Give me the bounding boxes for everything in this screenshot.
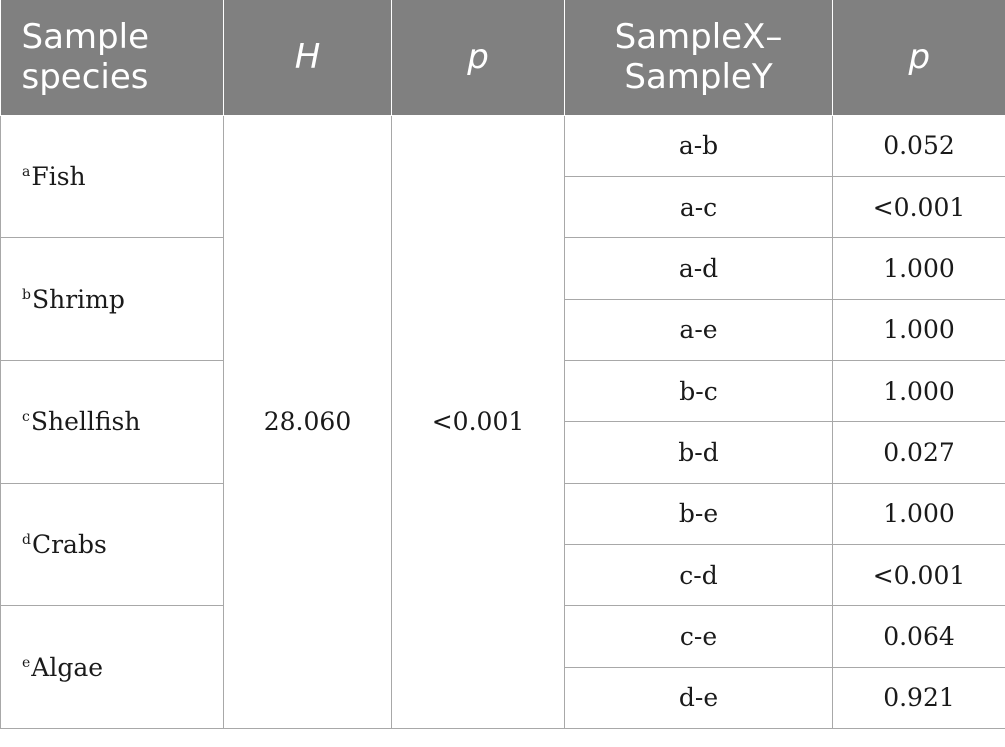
- pair-p-cell: 1.000: [833, 238, 1005, 299]
- p-value-cell: <0.001: [392, 115, 565, 729]
- header-sample-pair-line1: SampleX–: [614, 17, 783, 58]
- header-sample-species: [1, 0, 224, 115]
- species-marker: a: [22, 163, 31, 180]
- pair-cell: a-e: [565, 299, 833, 360]
- header-h-statistic: H: [224, 0, 392, 115]
- pair-cell: a-c: [565, 176, 833, 237]
- pair-p-cell: 1.000: [833, 299, 1005, 360]
- species-name: Shrimp: [31, 284, 125, 314]
- header-sample-species-line2: species: [21, 57, 149, 98]
- pair-cell: a-d: [565, 238, 833, 299]
- table-body: [1, 115, 1005, 729]
- species-marker: c: [22, 409, 30, 426]
- species-cell: [1, 238, 224, 361]
- species-name: Crabs: [31, 529, 107, 559]
- pair-cell: c-d: [565, 544, 833, 605]
- header-p-value: p: [392, 0, 565, 115]
- pair-cell: d-e: [565, 667, 833, 728]
- pair-p-cell: <0.001: [833, 176, 1005, 237]
- species-marker: b: [22, 286, 31, 303]
- pair-p-cell: 0.052: [833, 115, 1005, 176]
- species-cell: [1, 606, 224, 729]
- species-name: Algae: [31, 652, 104, 682]
- species-name: Fish: [31, 161, 86, 191]
- header-pair-p-value: p: [833, 0, 1005, 115]
- header-sample-species-line1: Sample: [21, 17, 149, 58]
- table-header: [1, 0, 1005, 115]
- species-cell: [1, 115, 224, 238]
- pair-p-cell: <0.001: [833, 544, 1005, 605]
- pair-p-cell: 0.921: [833, 667, 1005, 728]
- pair-p-cell: 1.000: [833, 483, 1005, 544]
- pair-cell: b-d: [565, 422, 833, 483]
- h-value-cell: 28.060: [224, 115, 392, 729]
- species-marker: d: [22, 531, 31, 548]
- table-row: [1, 115, 1005, 176]
- header-row: [1, 0, 1005, 115]
- pair-p-cell: 0.064: [833, 606, 1005, 667]
- pair-cell: c-e: [565, 606, 833, 667]
- pair-p-cell: 0.027: [833, 422, 1005, 483]
- pair-cell: a-b: [565, 115, 833, 176]
- species-name: Shellfish: [30, 407, 141, 437]
- species-cell: [1, 360, 224, 483]
- pair-cell: b-e: [565, 483, 833, 544]
- species-cell: [1, 483, 224, 606]
- species-marker: e: [22, 654, 31, 671]
- pair-cell: b-c: [565, 360, 833, 421]
- header-sample-pair-line2: SampleY: [624, 57, 773, 98]
- pair-p-cell: 1.000: [833, 360, 1005, 421]
- header-sample-pair: [565, 0, 833, 115]
